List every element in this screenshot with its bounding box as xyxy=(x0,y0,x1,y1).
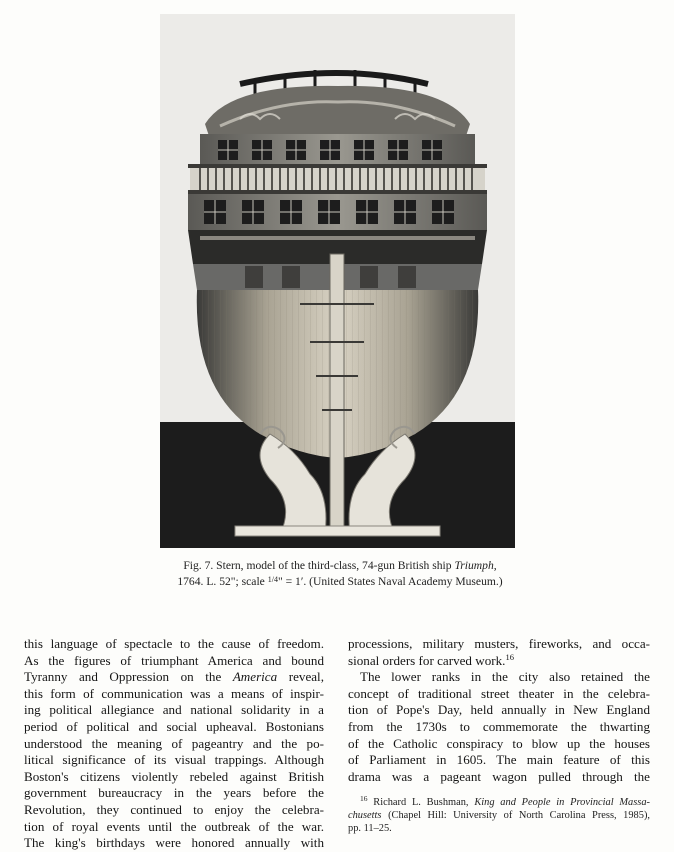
text-line: The king's birthdays were honored annually with xyxy=(24,835,324,851)
body-column-right xyxy=(348,636,650,785)
italic-america: America xyxy=(232,669,278,685)
text-line: understood the meaning of pageantry and the po- xyxy=(24,735,324,751)
text-line: tion of royal events until the outbreak of the war. xyxy=(24,818,324,834)
caption-scale-fraction: 1/4 xyxy=(267,575,278,584)
caption-line-2: 1764. L. 52"; scale $^{1/4}$" = 1′. (United States Naval Academy Museum.) xyxy=(177,575,503,588)
footnote-book-title-cont: chusetts xyxy=(348,810,382,821)
footnote-number: 16 xyxy=(360,794,368,803)
text-line: As the figures of triumphant America and bound xyxy=(24,652,324,668)
text-line: period of political and social upheaval. Bostonians xyxy=(24,718,324,734)
footnote xyxy=(348,796,650,835)
caption-ship-name: Triumph, xyxy=(454,559,497,572)
ship-stern-photo xyxy=(160,14,515,548)
text-line: processions, military musters, fireworks, and occa- xyxy=(348,636,650,651)
text-line: of Parliament in 1605. The main feature of this xyxy=(348,752,650,768)
footnote-line: $^{16}$ Richard L. Bushman, King and People in Provincial Massa- xyxy=(360,794,650,808)
body-column-left xyxy=(24,636,324,852)
text-line: Boston's citizens violently rebeled against British xyxy=(24,768,324,784)
footnote-line: pp. 11–25. xyxy=(348,823,392,834)
text-line: of the Catholic conspiracy to blow up the houses xyxy=(348,735,650,751)
text-line: government bureaucracy in the years before the xyxy=(24,785,324,801)
text-line: litical significance of its visual trappings. Although xyxy=(24,752,324,768)
text-line: this form of communication was a means of inspir- xyxy=(24,685,324,701)
text-line: from the 1730s to commemorate the thwarting xyxy=(348,718,650,734)
text-line: ing political allegiance and national solidarity in a xyxy=(24,702,324,718)
rudder xyxy=(330,254,344,534)
text-line: Revolution, they continued to enjoy the celebra- xyxy=(24,801,324,817)
caption-line-1: Fig. 7. Stern, model of the third-class, 74-gun British ship Triumph, xyxy=(183,559,497,572)
text-line: sional orders for carved work.$^{16}$ xyxy=(348,651,514,668)
footnote-book-title: King and People in Provincial Massa- xyxy=(474,797,650,808)
text-line: Tyranny and Oppression on the America reveal, xyxy=(24,669,324,685)
text-line: The lower ranks in the city also retained the xyxy=(360,669,650,685)
footnote-line: chusetts (Chapel Hill: University of North Carolina Press, 1985), xyxy=(348,810,650,821)
text-line: concept of traditional street theater in the celebra- xyxy=(348,685,650,701)
figure-caption xyxy=(150,559,530,589)
text-line: this language of spectacle to the cause of freedom. xyxy=(24,636,324,651)
text-line: tion of Pope's Day, held annually in New England xyxy=(348,702,650,718)
stand-base xyxy=(235,526,440,536)
ship-stern-illustration xyxy=(160,14,515,548)
footnote-reference[interactable]: 16 xyxy=(505,651,514,662)
text-line: drama was a pageant wagon pulled through the xyxy=(348,768,650,784)
